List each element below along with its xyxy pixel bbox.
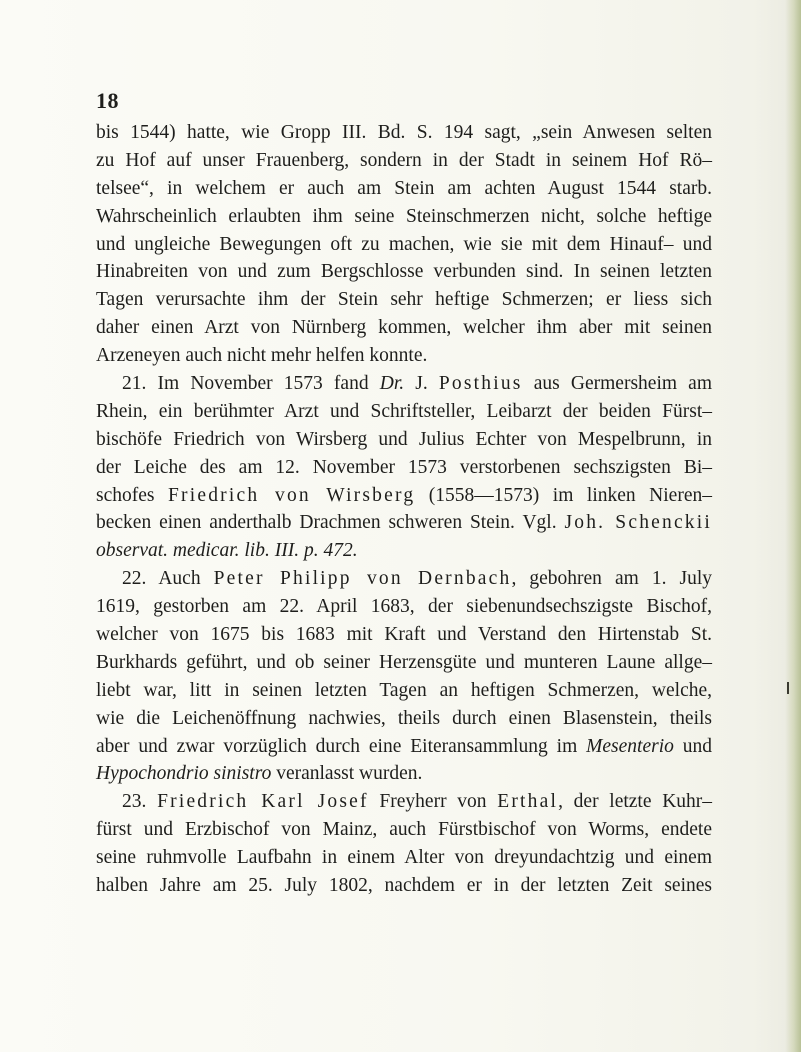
text-line: telsee“, in welchem er auch am Stein am achten August 1544 starb.	[96, 177, 712, 199]
text-line: bis 1544) hatte, wie Gropp III. Bd. S. 194 sagt, „sein Anwesen selten	[96, 122, 712, 143]
text-line: liebt war, litt in seinen letzten Tagen an heftigen Schmerzen, welche,	[96, 679, 712, 701]
text-line: welcher von 1675 bis 1683 mit Kraft und Verstand den Hirtenstab St.	[96, 624, 712, 646]
text-line: becken einen anderthalb Drachmen schweren Stein. Vgl. Joh. Schenckii	[96, 512, 712, 534]
text-line: Arzeneyen auch nicht mehr helfen konnte.	[96, 345, 428, 367]
text-line: Tagen verursachte ihm der Stein sehr heftige Schmerzen; er liess sich	[96, 289, 712, 311]
text-line: Hypochondrio sinistro veranlasst wurden.	[96, 763, 423, 785]
text-line: und ungleiche Bewegungen oft zu machen, wie sie mit dem Hinauf– und	[96, 233, 712, 255]
text-line: daher einen Arzt von Nürnberg kommen, welcher ihm aber mit seinen	[96, 317, 712, 339]
page-edge-shadow	[785, 0, 801, 1052]
paragraph-22-start: 22. Auch Peter Philipp von Dernbach, gebohren am 1. July	[122, 568, 713, 590]
text-line: aber und zwar vorzüglich durch eine Eiteransammlung im Mesenterio und	[96, 735, 713, 757]
body-text	[96, 119, 712, 900]
text-line: fürst und Erzbischof von Mainz, auch Fürstbischof von Worms, endete	[96, 819, 712, 841]
paragraph-21-start: 21. Im November 1573 fand Dr. J. Posthius aus Germersheim am	[122, 373, 712, 395]
text-line: schofes Friedrich von Wirsberg (1558—1573) im linken Nieren–	[96, 484, 712, 506]
text-line: Burkhards geführt, und ob seiner Herzensgüte und munteren Laune allge–	[96, 651, 712, 673]
text-line: seine ruhmvolle Laufbahn in einem Alter von dreyundachtzig und einem	[96, 847, 712, 869]
citation-line: observat. medicar. lib. III. p. 472.	[96, 540, 358, 562]
text-line: halben Jahre am 25. July 1802, nachdem er in der letzten Zeit seines	[96, 875, 712, 897]
text-line: Hinabreiten von und zum Bergschlosse verbunden sind. In seinen letzten	[96, 261, 712, 283]
page-number: 18	[96, 88, 119, 113]
text-line: Rhein, ein berühmter Arzt und Schriftsteller, Leibarzt der beiden Fürst–	[96, 400, 712, 422]
text-line: Wahrscheinlich erlaubten ihm seine Steinschmerzen nicht, solche heftige	[96, 205, 712, 227]
text-line: der Leiche des am 12. November 1573 verstorbenen sechszigsten Bi–	[96, 456, 712, 478]
paragraph-23-start: 23. Friedrich Karl Josef Freyherr von Erthal, der letzte Kuhr–	[122, 791, 713, 813]
text-line: bischöfe Friedrich von Wirsberg und Julius Echter von Mespelbrunn, in	[96, 428, 712, 450]
text-line: wie die Leichenöffnung nachwies, theils durch einen Blasenstein, theils	[96, 707, 712, 729]
text-line: 1619, gestorben am 22. April 1683, der siebenundsechszigste Bischof,	[96, 596, 712, 618]
text-line: zu Hof auf unser Frauenberg, sondern in der Stadt in seinem Hof Rö–	[96, 149, 712, 171]
page-edge-mark	[787, 682, 789, 694]
